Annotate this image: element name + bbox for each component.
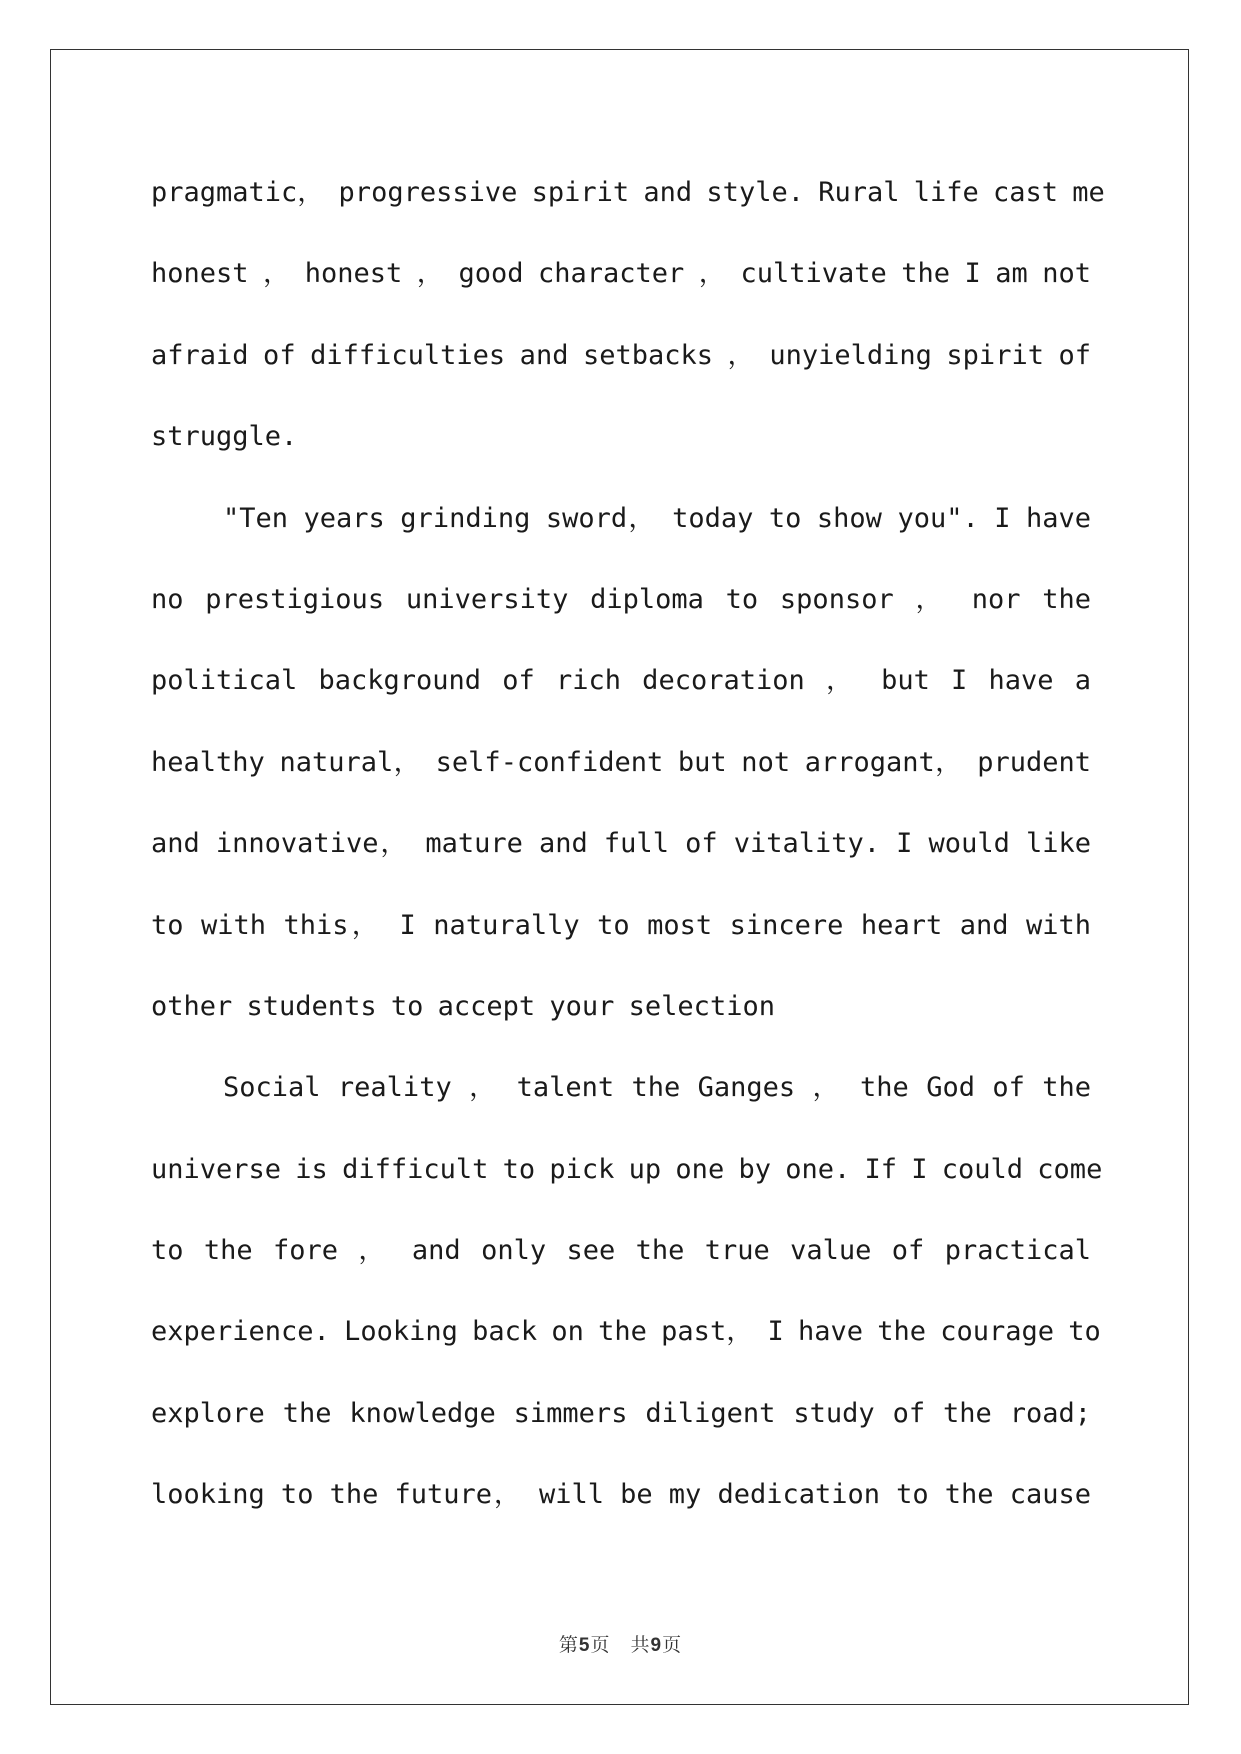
text-line: looking to the future， will be my dedication to the cause: [151, 1479, 1091, 1511]
text-line: honest ， honest ， good character ， cultivate the I am not: [151, 258, 1091, 290]
text-line: healthy natural， self-confident but not arrogant， prudent: [151, 746, 1091, 778]
text-line: political background of rich decoration ， but I have a: [151, 665, 1091, 697]
text-line: pragmatic， progressive spirit and style. Rural life cast me: [151, 177, 1105, 208]
document-body: [151, 152, 1105, 1536]
footer-prefix: 第: [558, 1634, 579, 1656]
text-line: to with this， I naturally to most sincere heart and with: [151, 909, 1091, 941]
text-line: Social reality ， talent the Ganges ， the God of the: [223, 1072, 1091, 1104]
text-line: and innovative， mature and full of vitality. I would like: [151, 828, 1091, 860]
text-line: other students to accept your selection: [151, 990, 775, 1022]
total-page-number: 9: [650, 1635, 663, 1656]
page-footer: [0, 1630, 1241, 1657]
text-line: "Ten years grinding sword， today to show you". I have: [223, 502, 1091, 534]
text-line: experience. Looking back on the past， I have the courage to: [151, 1316, 1101, 1348]
footer-suffix: 页: [662, 1634, 683, 1656]
text-line: no prestigious university diploma to sponsor ， nor the: [151, 583, 1091, 615]
text-line: to the fore ， and only see the true value of practical: [151, 1235, 1091, 1267]
footer-mid: 页 共: [590, 1634, 651, 1656]
text-line: struggle.: [151, 421, 298, 453]
text-line: universe is difficult to pick up one by one. If I could come: [151, 1153, 1103, 1185]
text-line: afraid of difficulties and setbacks ， unyielding spirit of: [151, 339, 1091, 371]
text-line: explore the knowledge simmers diligent study of the road;: [151, 1397, 1091, 1429]
current-page-number: 5: [578, 1635, 591, 1656]
